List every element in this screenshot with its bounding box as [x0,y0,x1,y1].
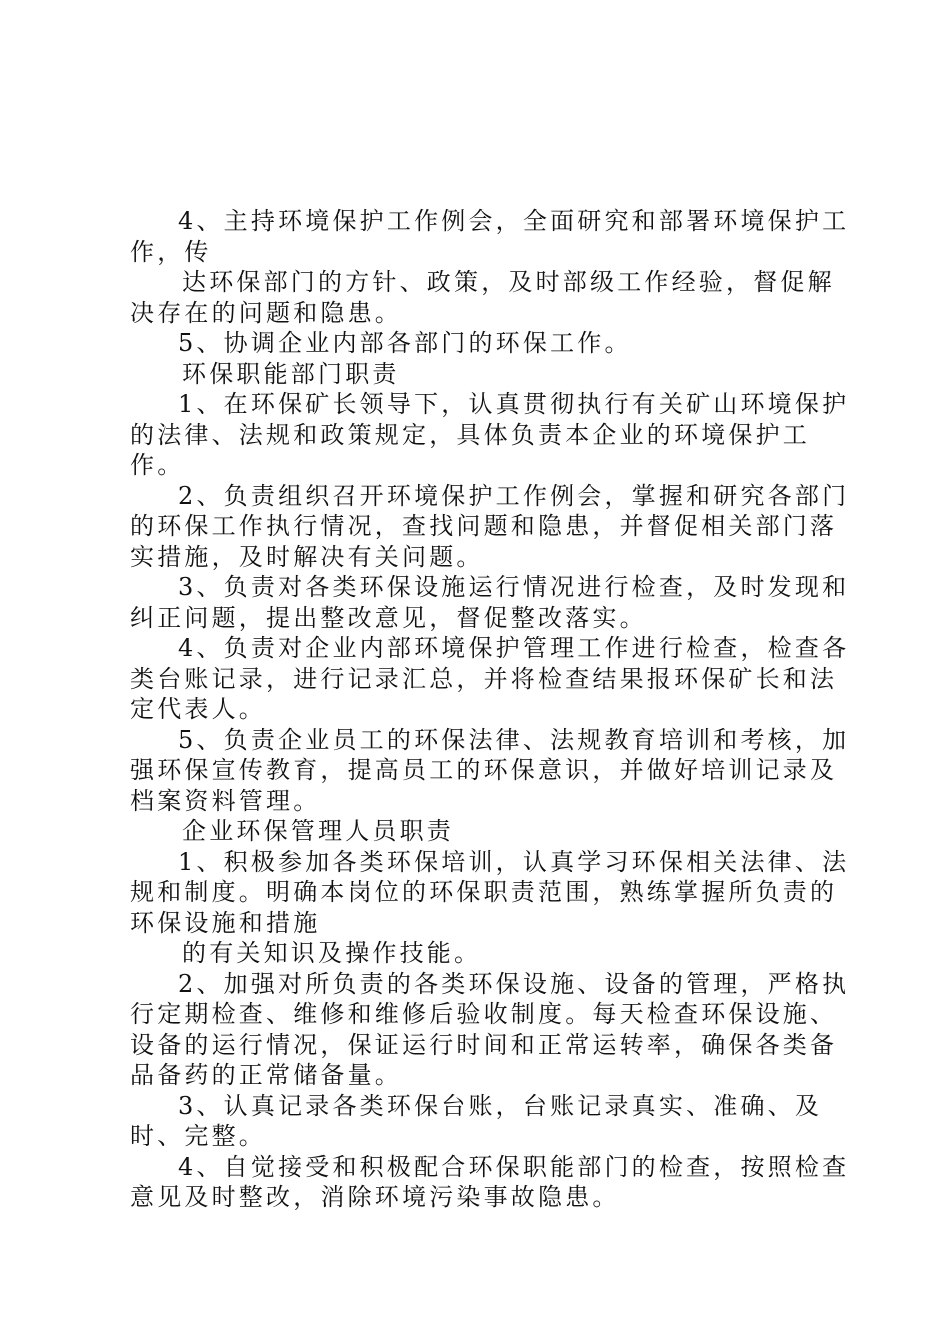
paragraph-staff-duty-1: 1、积极参加各类环保培训，认真学习环保相关法律、法规和制度。明确本岗位的环保职责范围，熟练掌握所负责的环保设施和措施 [130,847,850,937]
section-heading-department-duties: 环保职能部门职责 [182,359,400,388]
paragraph-leader-duty-4-continued: 达环保部门的方针、政策，及时部级工作经验，督促解决存在的问题和隐患。 [130,268,835,327]
paragraph-department-duty-5: 5、负责企业员工的环保法律、法规教育培训和考核，加强环保宣传教育，提高员工的环保意识，并做好培训记录及档案资料管理。 [130,725,850,815]
paragraph-staff-duty-4: 4、自觉接受和积极配合环保职能部门的检查，按照检查意见及时整改，消除环境污染事故隐患。 [130,1152,850,1211]
document-body [130,206,850,1213]
paragraph-department-duty-3: 3、负责对各类环保设施运行情况进行检查，及时发现和纠正问题，提出整改意见，督促整改落实。 [130,573,850,632]
section-heading-staff-duties: 企业环保管理人员职责 [182,817,454,845]
paragraph-department-duty-1: 1、在环保矿长领导下，认真贯彻执行有关矿山环境保护的法律、法规和政策规定，具体负责本企业的环境保护工作。 [130,390,850,479]
paragraph-department-duty-2: 2、负责组织召开环境保护工作例会，掌握和研究各部门的环保工作执行情况，查找问题和隐患，并督促相关部门落实措施，及时解决有关问题。 [130,481,850,571]
paragraph-department-duty-4: 4、负责对企业内部环境保护管理工作进行检查，检查各类台账记录，进行记录汇总，并将检查结果报环保矿长和法定代表人。 [130,634,850,723]
paragraph-staff-duty-3: 3、认真记录各类环保台账，台账记录真实、准确、及时、完整。 [130,1091,823,1150]
paragraph-leader-duty-5: 5、协调企业内部各部门的环保工作。 [178,329,632,357]
paragraph-staff-duty-2: 2、加强对所负责的各类环保设施、设备的管理，严格执行定期检查、维修和维修后验收制度。每天检查环保设施、设备的运行情况，保证运行时间和正常运转率，确保各类备品备药的正常储备量。 [130,969,850,1089]
paragraph-staff-duty-1-continued: 的有关知识及操作技能。 [182,939,482,967]
paragraph-leader-duty-4: 4、主持环境保护工作例会，全面研究和部署环境保护工作，传 [130,207,850,266]
